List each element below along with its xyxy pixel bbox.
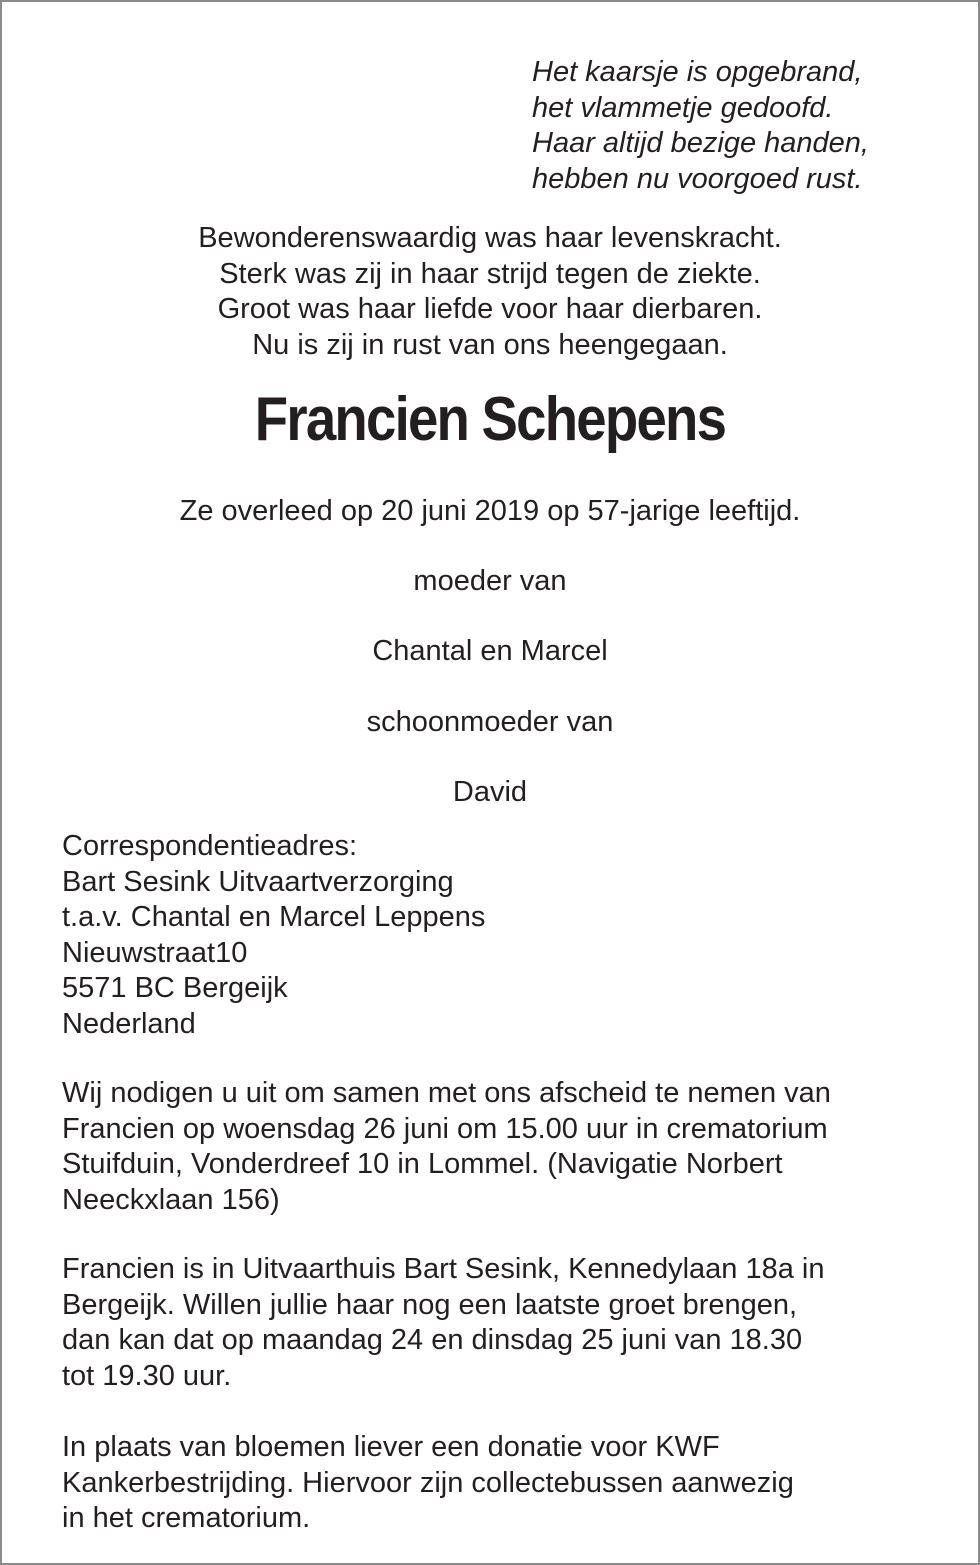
donation-request [62, 1430, 942, 1537]
poem-line: Haar altijd bezige handen, [532, 127, 869, 159]
address-line: Bart Sesink Uitvaartverzorging [62, 865, 454, 898]
death-date-statement: Ze overleed op 20 juni 2019 op 57-jarige leeftijd. [179, 495, 801, 527]
mother-in-law-of-label: schoonmoeder van [366, 706, 614, 738]
address-line: Correspondentieadres: [62, 830, 358, 862]
invitation-line: Wij nodigen u uit om samen met ons afscheid te nemen van [62, 1077, 831, 1109]
address-line: 5571 BC Bergeijk [62, 972, 288, 1004]
visitation-line: Bergeijk. Willen jullie haar nog een laatste groet brengen, [62, 1288, 798, 1321]
mother-of-label: moeder van [413, 565, 567, 597]
visitation-line: tot 19.30 uur. [62, 1359, 232, 1392]
donation-line: In plaats van bloemen liever een donatie voor KWF [62, 1431, 720, 1463]
invitation-line: Neeckxlaan 156) [62, 1183, 280, 1216]
poem-line: hebben nu voorgoed rust. [532, 162, 863, 195]
address-line: Nieuwstraat10 [62, 936, 248, 969]
invitation-line: Stuifduin, Vonderdreef 10 in Lommel. (Navigatie Norbert [62, 1148, 783, 1180]
poem-line: het vlammetje gedoofd. [532, 91, 834, 124]
visitation-line: dan kan dat op maandag 24 en dinsdag 25 juni van 18.30 [62, 1324, 803, 1356]
invitation-line: Francien op woensdag 26 juni om 15.00 uur in crematorium [62, 1112, 828, 1145]
deceased-name: Francien Schepens [254, 385, 726, 454]
tribute-line: Bewonderenswaardig was haar levenskracht. [198, 222, 782, 254]
children-names: Chantal en Marcel [372, 635, 608, 667]
poem-verse [532, 55, 869, 197]
donation-line: Kankerbestrijding. Hiervoor zijn collectebussen aanwezig [62, 1466, 794, 1499]
tribute-line: Sterk was zij in haar strijd tegen de ziekte. [219, 257, 761, 290]
poem-line: Het kaarsje is opgebrand, [532, 56, 863, 88]
child-in-law-name: David [452, 776, 528, 808]
visitation-details [62, 1252, 942, 1394]
visitation-line: Francien is in Uitvaarthuis Bart Sesink, Kennedylaan 18a in [62, 1253, 825, 1285]
address-line: t.a.v. Chantal en Marcel Leppens [62, 901, 486, 933]
correspondence-address [62, 829, 942, 1042]
tribute-line: Nu is zij in rust van ons heengegaan. [252, 328, 728, 361]
tribute-text [2, 221, 978, 363]
farewell-invitation [62, 1076, 942, 1218]
donation-line: in het crematorium. [62, 1502, 311, 1534]
address-line: Nederland [62, 1007, 196, 1040]
tribute-line: Groot was haar liefde voor haar dierbaren. [217, 293, 763, 325]
